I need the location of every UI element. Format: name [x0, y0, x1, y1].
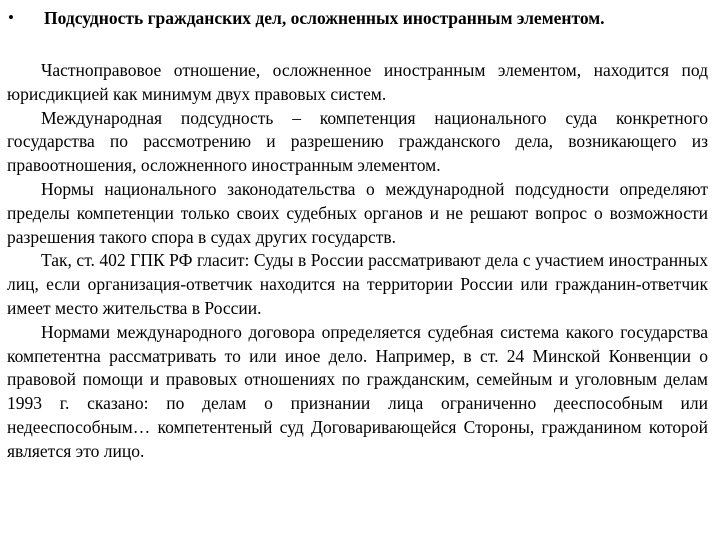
slide-title: Подсудность гражданских дел, осложненных иностранным элементом. — [44, 8, 605, 28]
paragraph-private-law-relation: Частноправовое отношение, осложненное иностранным элементом, находится под юрисдикцией как минимум двух правовых систем. — [7, 60, 708, 104]
bullet-icon: • — [8, 8, 14, 27]
paragraph-international-treaty: Нормами международного договора определяется судебная система какого государства компетентна рассматривать то или иное дело. Например, в ст. 24 Минской Конвенции о правовой помощи и правовых отношениях по гражданским, семейным и уголовным делам 1993 г. сказано: по делам о признании лица ограниченно дееспособным или недееспособным… компетентеный суд Договаривающейся Стороны, гражданином которой является это лицо. — [7, 321, 708, 461]
paragraph-civil-procedure-code: Так, ст. 402 ГПК РФ гласит: Суды в России рассматривают дела с участием иностранных лиц, если организация-ответчик находится на территории России или гражданин-ответчик имеет место жительства в России. — [7, 250, 708, 318]
slide-heading — [0, 6, 720, 30]
paragraph-national-legislation: Нормы национального законодательства о международной подсудности определяют пределы компетенции только своих судебных органов и не решают вопрос о возможности разрешения такого спора в судах других государств. — [7, 178, 708, 247]
slide-body — [7, 59, 708, 464]
paragraph-international-jurisdiction: Международная подсудность – компетенция национального суда конкретного государства по рассмотрению и разрешению гражданского дела, возникающего из правоотношения, осложненного иностранным элементом. — [7, 107, 708, 176]
